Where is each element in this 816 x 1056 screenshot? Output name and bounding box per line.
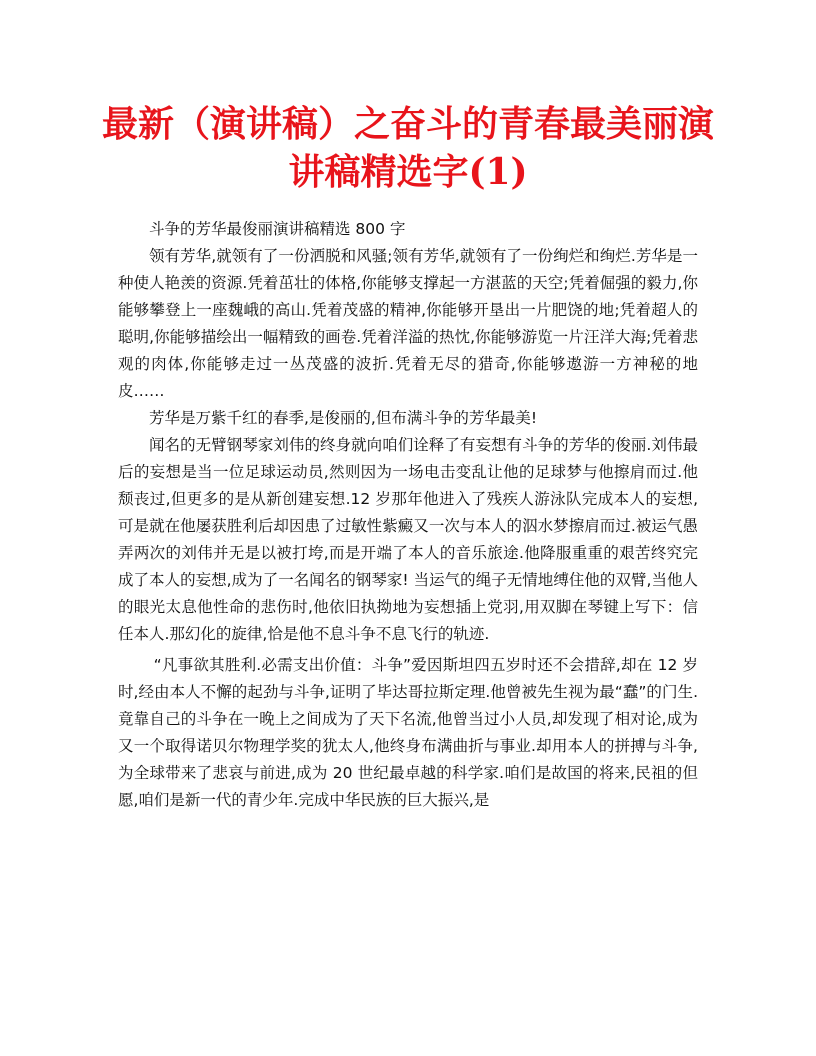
document-body (118, 216, 698, 814)
document-title: 最新（演讲稿）之奋斗的青春最美丽演讲稿精选字(1) (101, 103, 714, 193)
paragraph: 芳华是万紫千红的春季,是俊丽的,但布满斗争的芳华最美! (149, 409, 538, 427)
paragraph: 闻名的无臂钢琴家刘伟的终身就向咱们诠释了有妄想有斗争的芳华的俊丽.刘伟最后的妄想是当一位足球运动员,然则因为一场电击变乱让他的足球梦与他擦肩而过.他颓丧过,但更多的是从新创建妄想.12 岁那年他进入了残疾人游泳队完成本人的妄想,可是就在他屡获胜利后却因患了过敏性紫癜又一次与本人的泅水梦擦肩而过.被运气愚弄两次的刘伟并无是以被打垮,而是开端了本人的音乐旅途.他降服重重的艰苦终究完成了本人的妄想,成为了一名闻名的钢琴家! 当运气的绳子无情地缚住他的双臂,当他人的眼光太息他性命的悲伤时,他依旧执拗地为妄想插上党羽,用双脚在琴键上写下：信任本人.那幻化的旋律,恰是他不息斗争不息飞行的轨迹. (118, 436, 698, 643)
paragraph: 领有芳华,就领有了一份洒脱和风骚;领有芳华,就领有了一份绚烂和绚烂.芳华是一种使人艳羡的资源.凭着茁壮的体格,你能够支撑起一方湛蓝的天空;凭着倔强的毅力,你能够攀登上一座魏峨的高山.凭着茂盛的精神,你能够开垦出一片肥饶的地;凭着超人的聪明,你能够描绘出一幅精致的画卷.凭着洋溢的热忱,你能够游览一片汪洋大海;凭着悲观的肉体,你能够走过一丛茂盛的波折.凭着无尽的猎奇,你能够遨游一方神秘的地皮…… (118, 247, 698, 400)
paragraph: “凡事欲其胜利.必需支出价值：斗争”爱因斯坦四五岁时还不会措辞,却在 12 岁时,经由本人不懈的起劲与斗争,证明了毕达哥拉斯定理.他曾被先生视为最“蠢”的门生.竟靠自己的斗争在一晚上之间成为了天下名流,他曾当过小人员,却发现了相对论,成为又一个取得诺贝尔物理学奖的犹太人,他终身布满曲折与事业.却用本人的拼搏与斗争,为全球带来了悲哀与前进,成为 20 世纪最卓越的科学家.咱们是故国的将来,民祖的但愿,咱们是新一代的青少年.完成中华民族的巨大振兴,是 (118, 656, 698, 809)
document-subtitle: 斗争的芳华最俊丽演讲稿精选 800 字 (149, 220, 406, 238)
